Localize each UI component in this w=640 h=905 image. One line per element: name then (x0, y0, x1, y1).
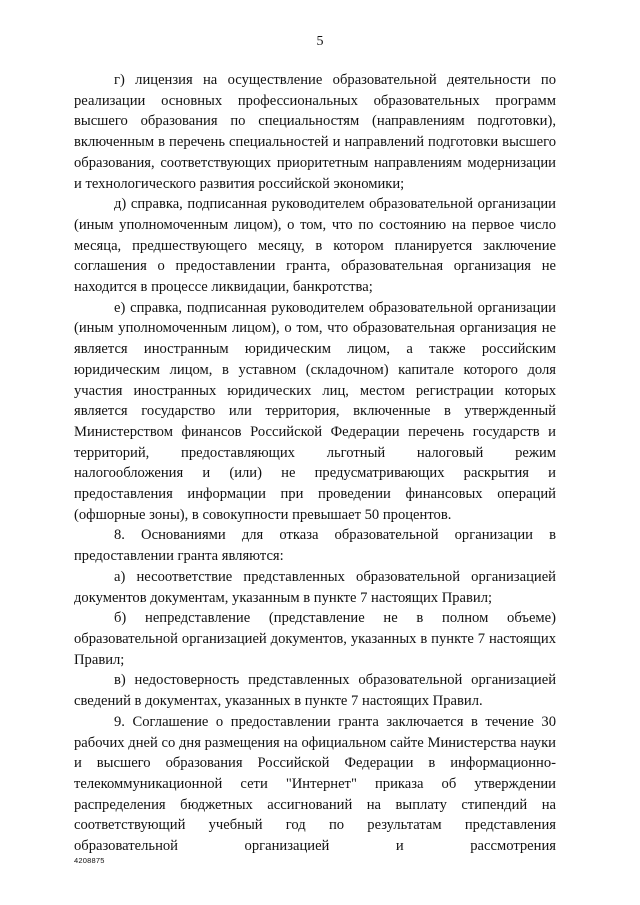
paragraph-certificate-offshore: е) справка, подписанная руководителем образовательной организации (иным уполномоченным лицом), о том, что образовательная организация не является иностранным юридическим лицом, а также российским юридическим лицом, в уставном (складочном) капитале которого доля участия иностранных юридических лиц, местом регистрации которых является государство или территория, включенные в утвержденный Министерством финансов Российской Федерации перечень государств и территорий, предоставляющих льготный налоговый режим налогообложения и (или) не предусматривающих раскрытия и предоставления информации при проведении финансовых операций (офшорные зоны), в совокупности превышает 50 процентов. (74, 299, 556, 523)
paragraph-license: г) лицензия на осуществление образовательной деятельности по реализации основных профессиональных образовательных программ высшего образования по специальностям (направлениям подготовки), включенным в перечень специальностей и направлений подготовки высшего образования, соответствующих приоритетным направлениям модернизации и технологического развития российской экономики; (74, 72, 556, 192)
paragraph-agreement: 9. Соглашение о предоставлении гранта заключается в течение 30 рабочих дней со дня размещения на официальном сайте Министерства науки и высшего образования Российской Федерации в информационно-телекоммуникационной сети "Интернет" приказа об утверждении распределения бюджетных ассигнований на выплату стипендий на соответствующий учебный год по результатам представления образовательной организацией и рассмотрения (74, 713, 556, 855)
document-body (74, 70, 556, 857)
paragraph-certificate-liquidation: д) справка, подписанная руководителем образовательной организации (иным уполномоченным лицом), о том, что по состоянию на первое число месяца, предшествующего месяцу, в котором планируется заключение соглашения о предоставлении гранта, образовательная организация не находится в процессе ликвидации, банкротства; (74, 196, 556, 296)
page-number: 5 (316, 34, 324, 49)
paragraph-refusal-a: а) несоответствие представленных образовательной организацией документов документам, указанным в пункте 7 настоящих Правил; (74, 568, 556, 606)
document-code: 4208875 (74, 856, 105, 865)
paragraph-refusal-b: б) непредставление (представление не в полном объеме) образовательной организацией документов, указанных в пункте 7 настоящих Правил; (74, 610, 556, 668)
paragraph-refusal-c: в) недостоверность представленных образовательной организацией сведений в документах, указанных в пункте 7 настоящих Правил. (74, 672, 556, 710)
paragraph-grounds-refusal: 8. Основаниями для отказа образовательной организации в предоставлении гранта являются: (74, 527, 556, 565)
